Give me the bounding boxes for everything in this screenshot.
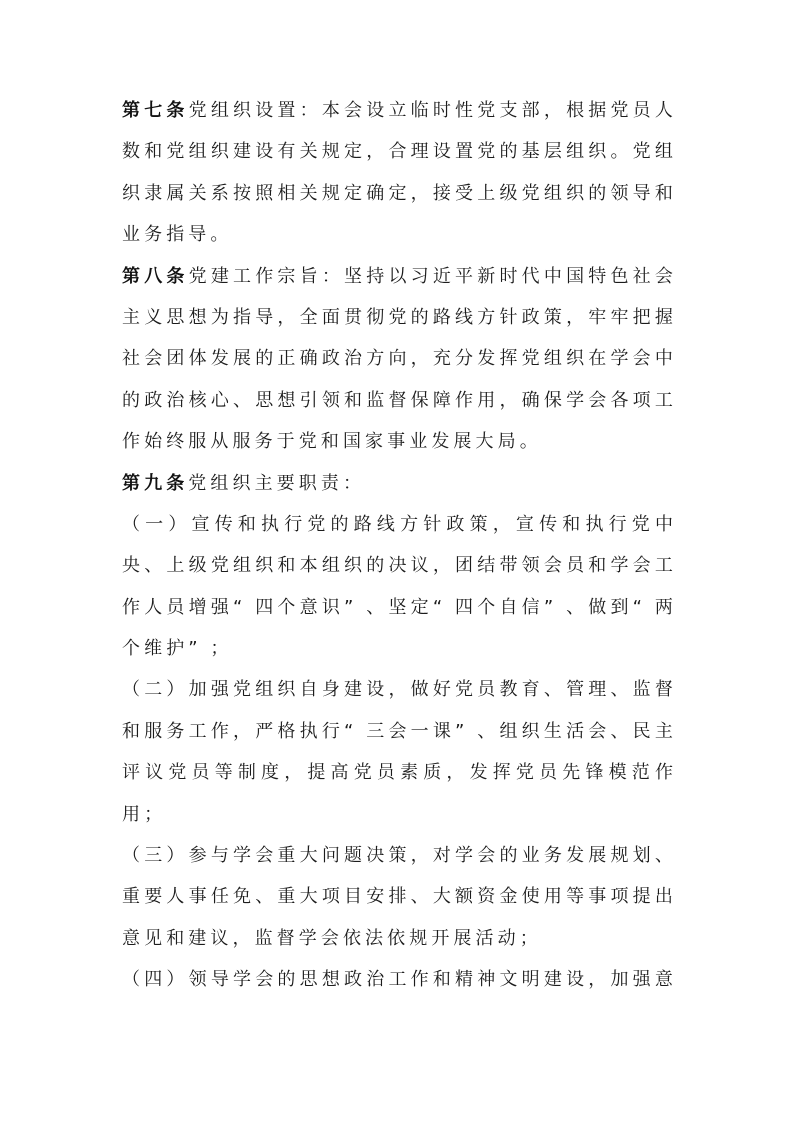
text-line: 社 会 团 体 发 展 的 正 确 政 治 方 向 ， 充 分 发 挥 党 组 织 在 学 会 中: [122, 348, 673, 370]
text-line: 的 政 治 核 心 、 思 想 引 领 和 监 督 保 障 作 用 ， 确 保 学 会 各 项 工: [122, 389, 673, 411]
text-line: 用 ；: [122, 803, 163, 825]
text-line: （ 四 ） 领 导 学 会 的 思 想 政 治 工 作 和 精 神 文 明 建 设 ， 加 强 意: [122, 969, 673, 991]
document-page: [122, 90, 673, 1001]
text-line: 业 务 指 导 。: [122, 224, 229, 246]
text-line: 重 要 人 事 任 免 、 重 大 项 目 安 排 、 大 额 资 金 使 用 等 事 项 提 出: [122, 886, 673, 908]
duty-item-1: [122, 504, 673, 670]
duty-item-3: [122, 835, 673, 959]
text-line: （ 二 ） 加 强 党 组 织 自 身 建 设 ， 做 好 党 员 教 育 、 管 理 、 监 督: [122, 679, 673, 701]
text-line: 个 维 护 ” ；: [122, 638, 229, 660]
article-9: [122, 463, 673, 504]
text-line: 织 隶 属 关 系 按 照 相 关 规 定 确 定 ， 接 受 上 级 党 组 织 的 领 导 和: [122, 182, 673, 204]
duty-item-4: [122, 959, 673, 1000]
text-line: 评 议 党 员 等 制 度 ， 提 高 党 员 素 质 ， 发 挥 党 员 先 锋 模 范 作: [122, 762, 673, 784]
text-line: 主 义 思 想 为 指 导 ， 全 面 贯 彻 党 的 路 线 方 针 政 策 ， 牢 牢 把 握: [122, 306, 673, 328]
text-line: （ 一 ） 宣 传 和 执 行 党 的 路 线 方 针 政 策 ， 宣 传 和 执 行 党 中: [122, 513, 673, 535]
text-line: 和 服 务 工 作 ， 严 格 执 行 “ 三 会 一 课 ” 、 组 织 生 活 会 、 民 主: [122, 720, 673, 742]
text-line: 第 七 条 党 组 织 设 置 ： 本 会 设 立 临 时 性 党 支 部 ， 根 据 党 员 人: [122, 100, 673, 121]
duty-item-2: [122, 669, 673, 835]
text-line: 第 八 条 党 建 工 作 宗 旨 ： 坚 持 以 习 近 平 新 时 代 中 国 特 色 社 会: [122, 265, 673, 287]
article-8: [122, 256, 673, 463]
text-line: 第 九 条 党 组 织 主 要 职 责 ：: [122, 472, 361, 494]
text-line: （ 三 ） 参 与 学 会 重 大 问 题 决 策 ， 对 学 会 的 业 务 发 展 规 划 、: [122, 845, 673, 867]
article-7: [122, 90, 673, 256]
text-line: 数 和 党 组 织 建 设 有 关 规 定 ， 合 理 设 置 党 的 基 层 组 织 。 党 组: [122, 141, 673, 163]
text-line: 作 始 终 服 从 服 务 于 党 和 国 家 事 业 发 展 大 局 。: [122, 431, 538, 453]
text-line: 意 见 和 建 议 ， 监 督 学 会 依 法 依 规 开 展 活 动 ；: [122, 927, 538, 949]
text-line: 央 、 上 级 党 组 织 和 本 组 织 的 决 议 ， 团 结 带 领 会 员 和 学 会 工: [122, 555, 673, 577]
text-line: 作 人 员 增 强 “ 四 个 意 识 ” 、 坚 定 “ 四 个 自 信 ” 、 做 到 “ 两: [122, 596, 673, 618]
